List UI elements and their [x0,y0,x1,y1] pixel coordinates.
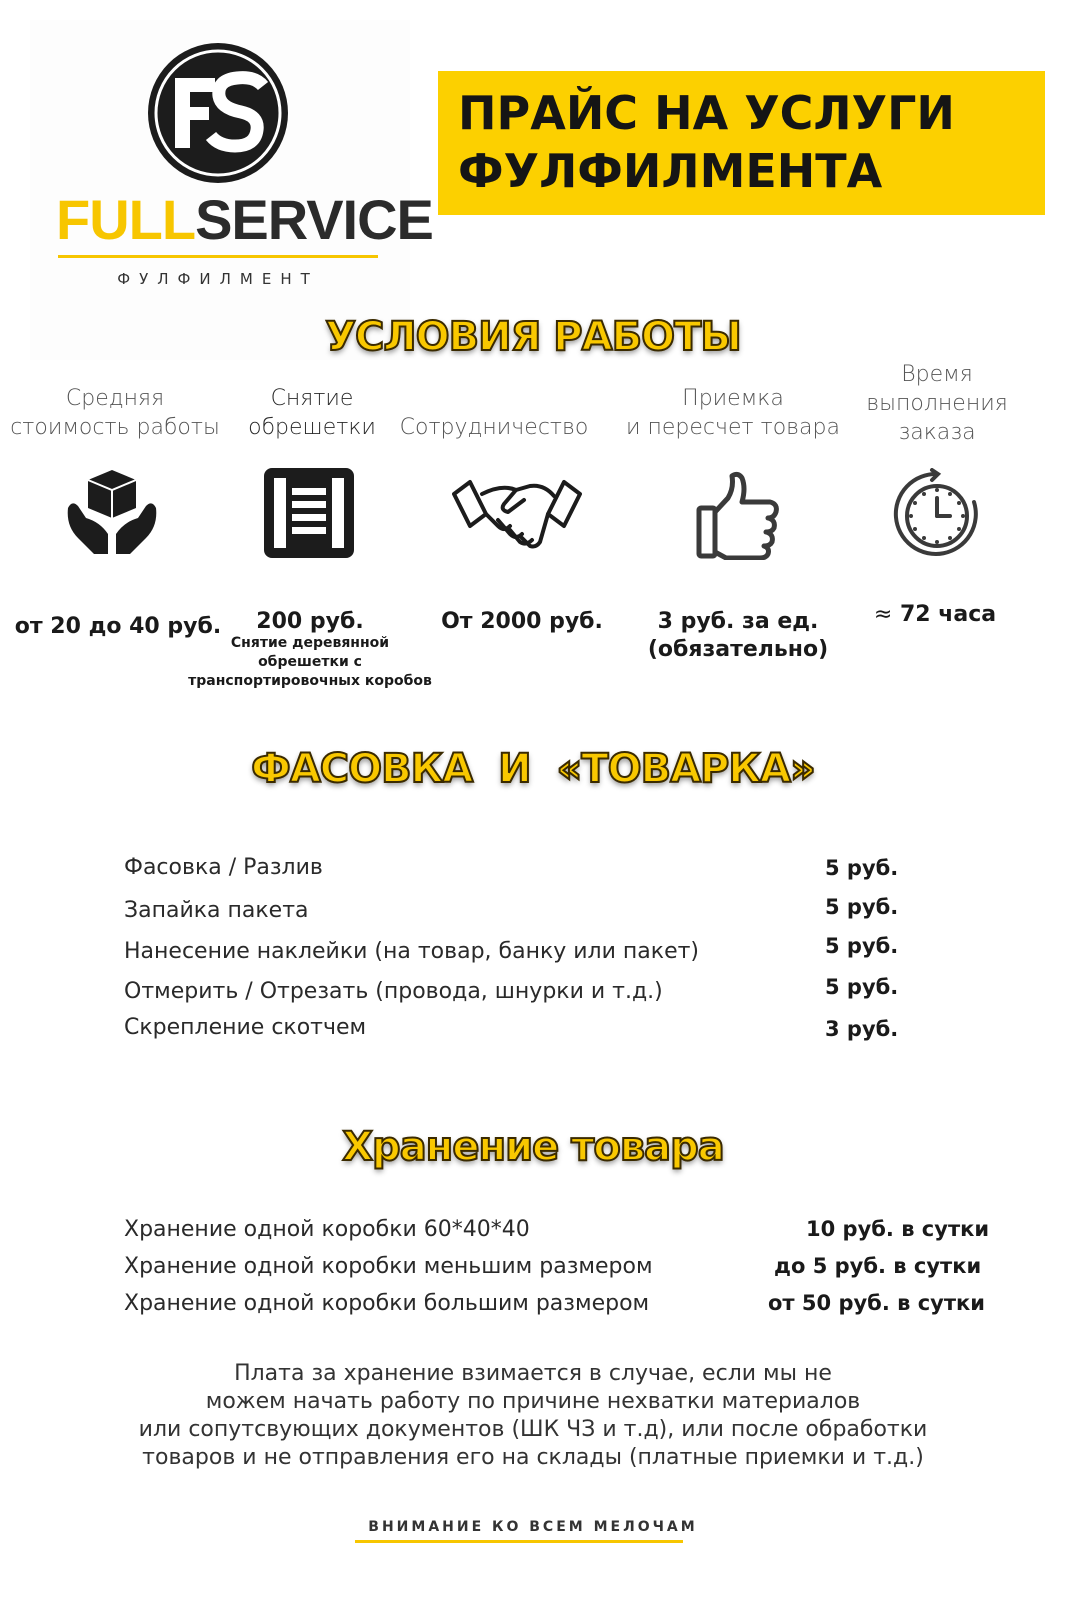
packing-row-price: 5 руб. [825,934,899,958]
condition-note-line: обрешетки с [258,654,362,670]
condition-label-line: Сотрудничество [399,415,589,440]
packing-row-name: Отмерить / Отрезать (провода, шнурки и т.д.) [124,979,663,1004]
condition-label-line: выполнения [866,391,1008,416]
storage-row-name: Хранение одной коробки 60*40*40 [124,1217,530,1242]
condition-value-acceptance [620,608,856,664]
page-title-line1: ПРАЙС НА УСЛУГИ [458,86,955,140]
footer-tagline: ВНИМАНИЕ КО ВСЕМ МЕЛОЧАМ [368,1519,698,1535]
condition-label-line: Время [901,362,973,387]
section-title-storage: Хранение товара [342,1124,724,1170]
logo-wordmark [56,188,433,251]
hands-box-icon [64,468,160,558]
thumbs-up-icon [696,470,782,560]
storage-note-line: можем начать работу по причине нехватки материалов [205,1389,861,1414]
clock-icon [892,468,982,560]
packing-row-price: 5 руб. [825,856,899,880]
condition-note-line: транспортировочных коробов [188,673,432,689]
condition-label-line: обрешетки [248,415,376,440]
storage-row-name: Хранение одной коробки большим размером [124,1291,650,1316]
storage-note-line: или сопутсвующих документов (ШК ЧЗ и т.д), или после обработки [138,1417,928,1442]
condition-label-order-time [848,360,1026,447]
storage-note [90,1360,976,1472]
condition-label-average-cost [0,384,230,442]
storage-row-name: Хранение одной коробки меньшим размером [124,1254,653,1279]
page-title-line2: ФУЛФИЛМЕНТА [458,144,883,198]
packing-row-name: Нанесение наклейки (на товар, банку или пакет) [124,939,699,964]
condition-label-acceptance [608,384,858,442]
condition-value-average-cost: от 20 до 40 руб. [14,614,222,639]
condition-label-line: и пересчет товара [626,415,840,440]
condition-label-line: Средняя [65,386,165,411]
condition-label-cooperation [386,413,602,442]
footer-underline [355,1540,683,1543]
packing-row-price: 3 руб. [825,1017,899,1041]
condition-value-line: (обязательно) [647,637,829,662]
storage-note-line: товаров и не отправления его на склады (платные приемки и т.д.) [142,1445,924,1470]
packing-row-name: Запайка пакета [124,898,309,923]
packing-row-price: 5 руб. [825,895,899,919]
condition-value-text: 72 часа [899,602,997,627]
logo-monogram-icon [145,40,291,186]
condition-note-line: Снятие деревянной [230,635,390,651]
storage-row-price: 10 руб. в сутки [806,1217,990,1241]
logo-brand-part2: SERVICE [195,188,433,251]
section-title-packing: ФАСОВКА И «ТОВАРКА» [251,746,815,792]
approx-sign: ≈ [873,602,893,627]
handshake-icon [452,474,582,554]
condition-value-cooperation: От 2000 руб. [441,609,603,634]
crate-icon [264,468,354,558]
storage-note-line: Плата за хранение взимается в случае, если мы не [234,1361,832,1386]
logo-brand-part1: FULL [56,188,196,251]
condition-note-crate-removal [170,634,450,691]
logo-underline [58,255,378,258]
condition-label-line: Снятие [270,386,354,411]
condition-label-line: стоимость работы [10,415,220,440]
condition-label-crate-removal [232,384,392,442]
page-title [458,84,1038,200]
storage-row-price: от 50 руб. в сутки [768,1291,985,1315]
condition-label-line: заказа [898,420,976,445]
section-title-conditions: УСЛОВИЯ РАБОТЫ [325,314,741,360]
logo-tagline: ФУЛФИЛМЕНТ [117,270,319,288]
packing-row-name: Скрепление скотчем [124,1015,367,1040]
packing-row-price: 5 руб. [825,975,899,999]
condition-value-line: 3 руб. за ед. [657,609,819,634]
condition-value-order-time [860,601,1010,629]
condition-label-line: Приемка [682,386,784,411]
condition-value-crate-removal: 200 руб. [256,609,364,634]
storage-row-price: до 5 руб. в сутки [774,1254,982,1278]
packing-row-name: Фасовка / Разлив [124,855,323,880]
